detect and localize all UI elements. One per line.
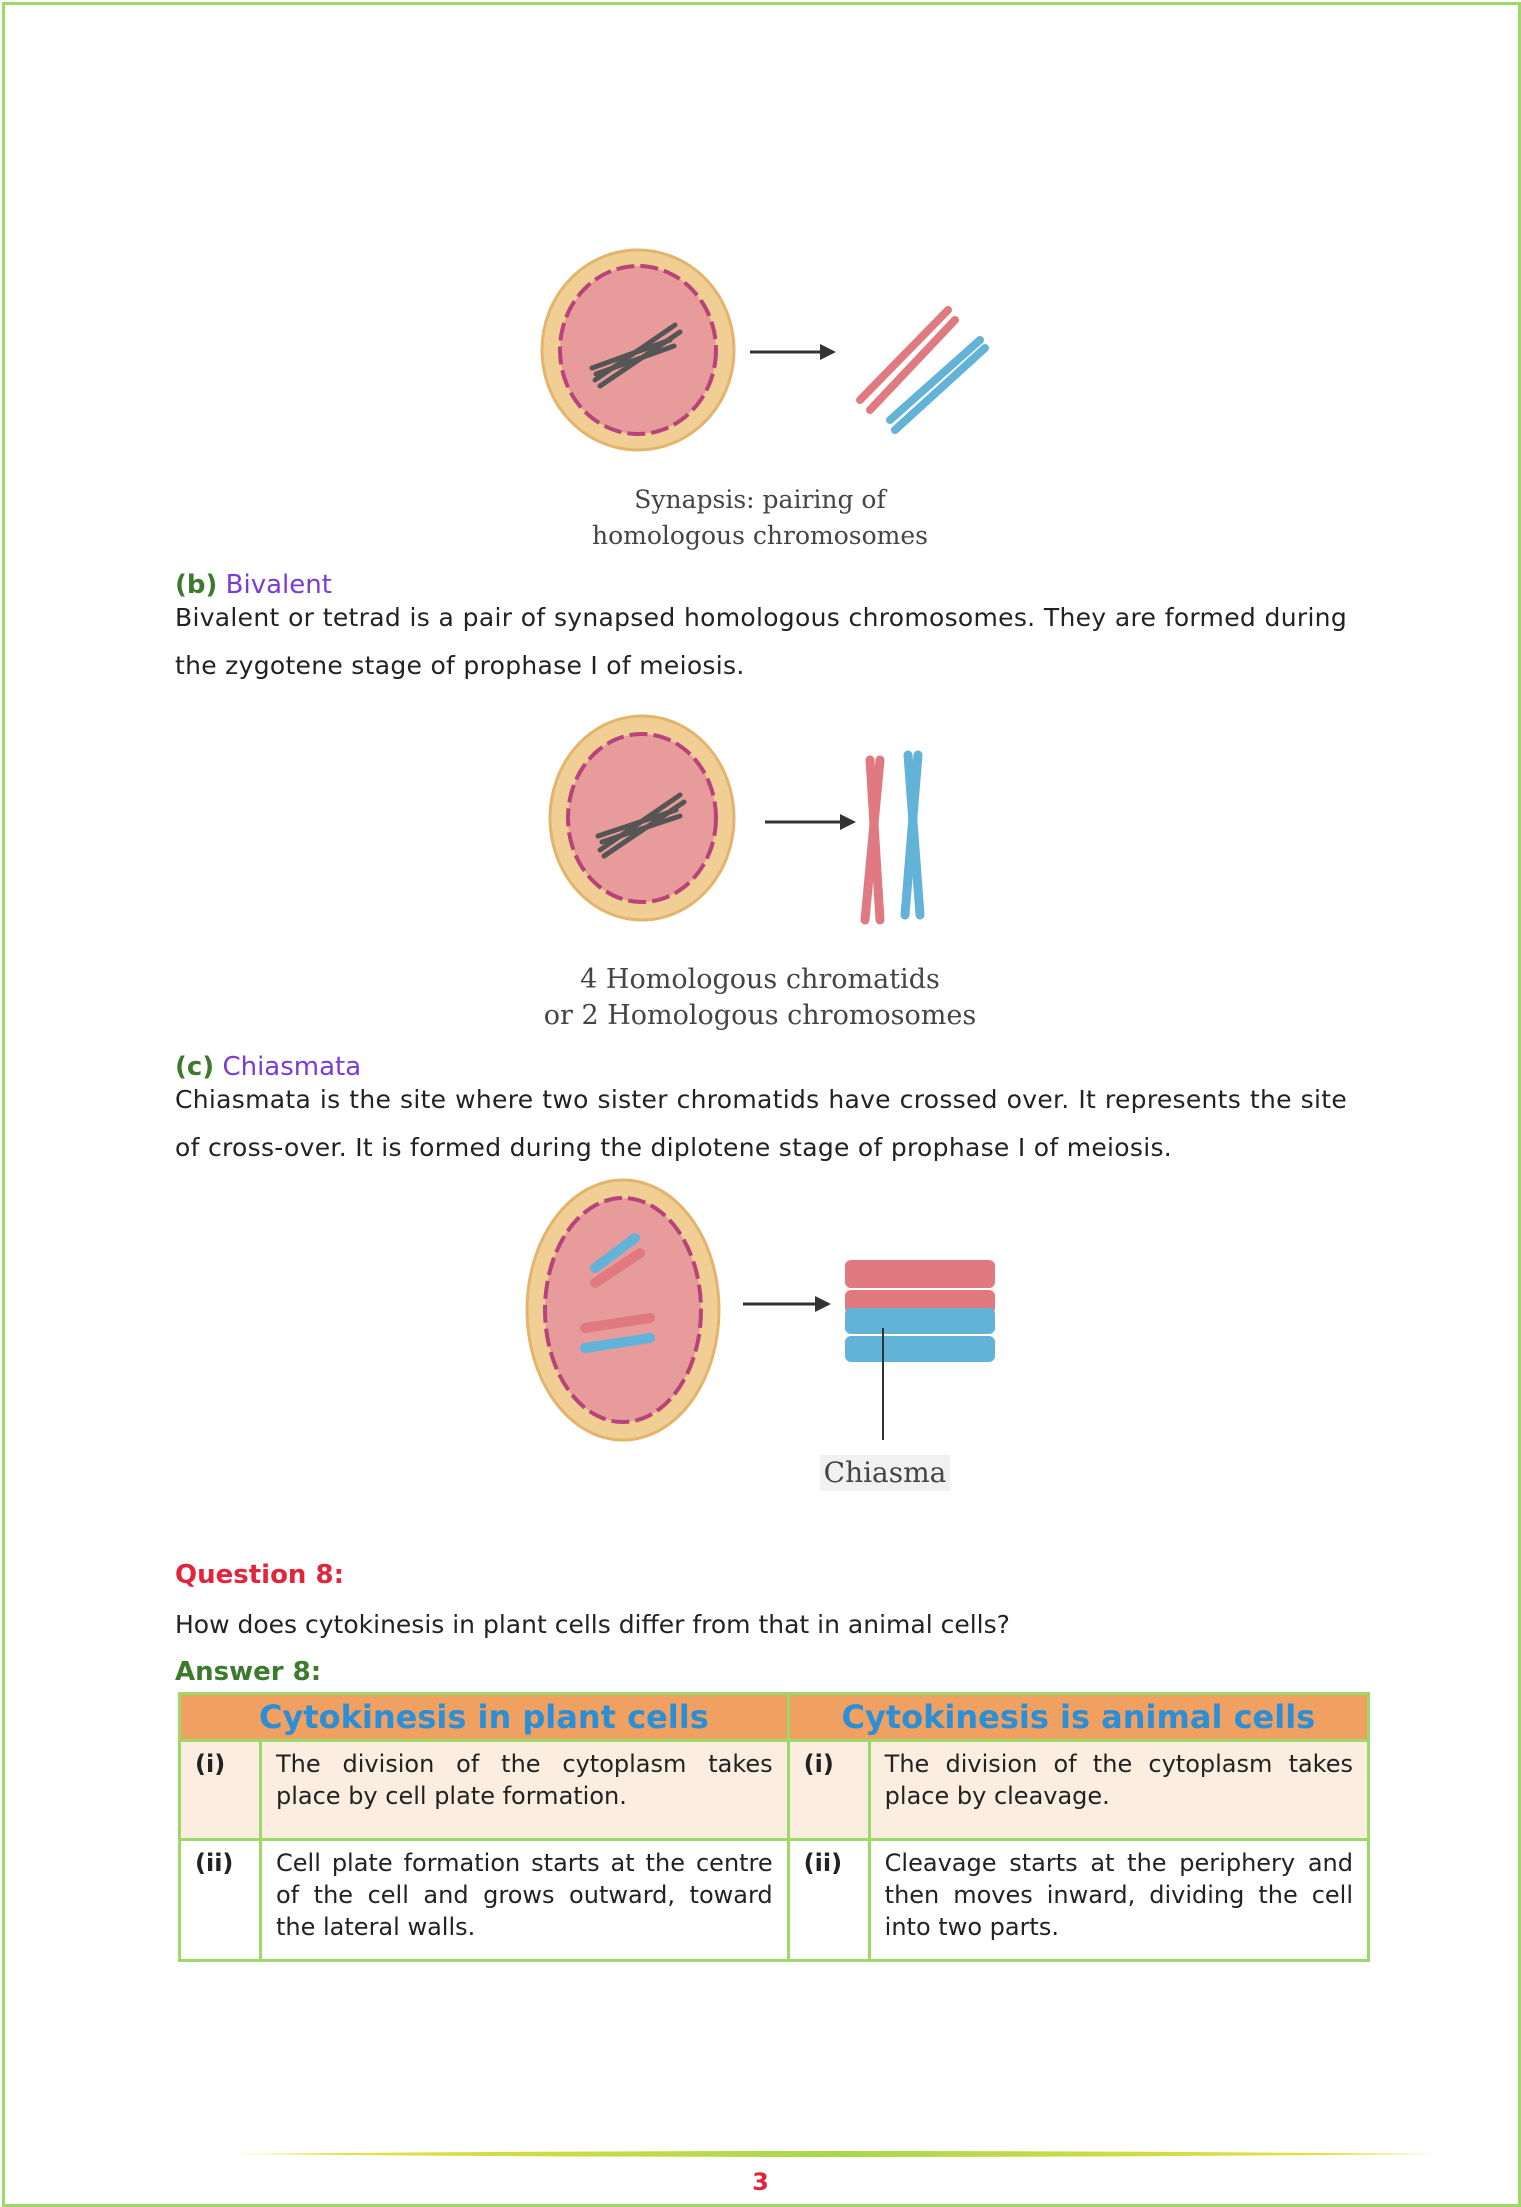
animal-row-text: The division of the cytoplasm takes place by cleavage. (869, 1741, 1368, 1840)
plant-row-index: (i) (180, 1741, 261, 1840)
animal-row-index: (i) (788, 1741, 869, 1840)
comparison-table (178, 1692, 1370, 1962)
figure2-caption-line1: 4 Homologous chromatids (580, 964, 940, 995)
synapsis-figure (530, 240, 1010, 470)
plant-row-index: (ii) (180, 1840, 261, 1961)
section-c-tag: (c) (175, 1052, 215, 1082)
animal-row-text: Cleavage starts at the periphery and then moves inward, dividing the cell into two parts. (869, 1840, 1368, 1961)
section-b-text: Bivalent or tetrad is a pair of synapsed homologous chromosomes. They are formed during the zygotene stage of prophase I of meiosis. (175, 603, 1347, 680)
figure1-caption-line2: homologous chromosomes (592, 521, 928, 550)
section-c-title: Chiasmata (222, 1052, 362, 1082)
section-c-text: Chiasmata is the site where two sister chromatids have crossed over. It represents the site of cross-over. It is formed during the diplotene stage of prophase I of meiosis. (175, 1085, 1347, 1162)
chiasmata-figure (525, 1178, 1005, 1478)
animal-row-index: (ii) (788, 1840, 869, 1961)
table-row (180, 1741, 1369, 1840)
plant-row-text: Cell plate formation starts at the centre of the cell and grows outward, toward the lateral walls. (261, 1840, 789, 1961)
figure1-caption-line1: Synapsis: pairing of (634, 485, 886, 514)
figure1-caption (560, 482, 960, 554)
question-heading: Question 8: (175, 1560, 344, 1590)
figure3-label: Chiasma (820, 1455, 950, 1491)
plant-row-text: The division of the cytoplasm takes place by cell plate formation. (261, 1741, 789, 1840)
bivalent-figure (540, 710, 970, 930)
figure2-caption-line2: or 2 Homologous chromosomes (543, 1000, 977, 1031)
table-header-row (180, 1694, 1369, 1741)
question-text: How does cytokinesis in plant cells differ from that in animal cells? (175, 1610, 1010, 1639)
footer-divider (235, 2150, 1435, 2158)
animal-cells-header: Cytokinesis is animal cells (788, 1694, 1368, 1741)
plant-cells-header: Cytokinesis in plant cells (180, 1694, 789, 1741)
page-number: 3 (752, 2168, 769, 2196)
section-b-title: Bivalent (225, 570, 332, 600)
section-b-tag: (b) (175, 570, 218, 600)
figure2-caption (540, 962, 980, 1034)
answer-heading: Answer 8: (175, 1657, 322, 1687)
table-row (180, 1840, 1369, 1961)
